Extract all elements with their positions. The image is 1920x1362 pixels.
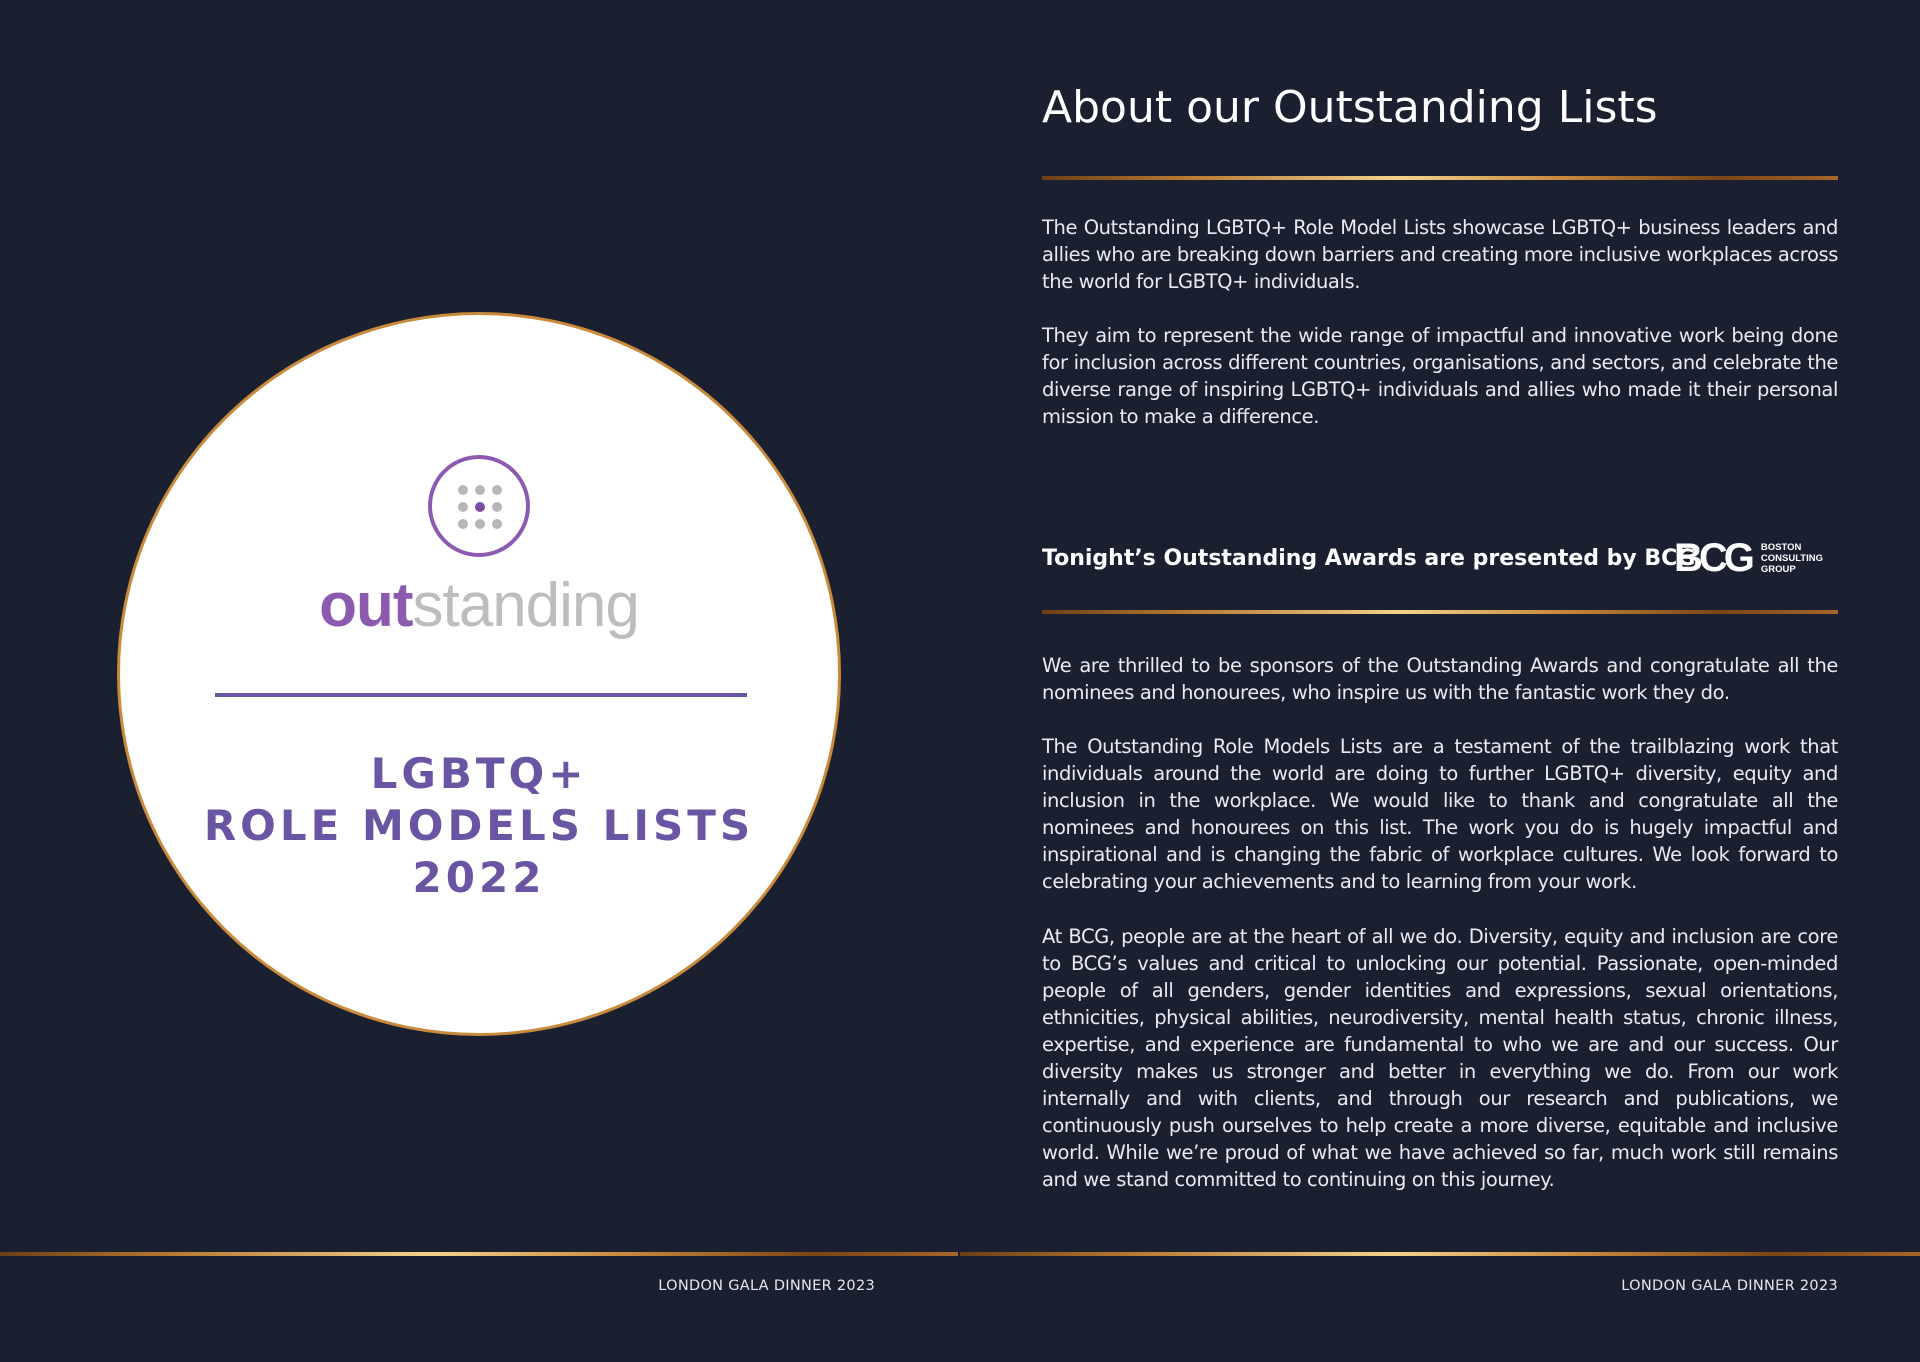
logo-dot — [475, 519, 485, 529]
dots-grid-icon — [458, 485, 502, 529]
logo-dot — [458, 502, 468, 512]
intro-paragraph-2: They aim to represent the wide range of impactful and innovative work being done for inclusion across different countries, organisations, and sectors, and celebrate the diverse range of inspiring LGBTQ+ individuals and allies who made it their personal mission to make a difference. — [1042, 324, 1838, 428]
sponsor-paragraph-2: The Outstanding Role Models Lists are a testament of the trailblazing work that individuals around the world are doing to further LGBTQ+ diversity, equity and inclusion in the workplace. We would like to thank and congratulate all the nominees and honourees on this list. The work you do is hugely impactful and inspirational and is changing the fabric of workplace cultures. We look forward to celebrating your achievements and to learning from your work. — [1042, 735, 1838, 893]
badge-title-line3: 2022 — [412, 853, 546, 902]
bcg-logo-line3: GROUP — [1760, 563, 1796, 575]
bcg-logo-line2: CONSULTING — [1760, 552, 1823, 564]
sponsor-paragraph-3: At BCG, people are at the heart of all we do. Diversity, equity and inclusion are core to BCG’s values and critical to unlocking our potential. Passionate, open-minded people of all genders, gender identities and expressions, sexual orientations, ethnicities, physical abilities, neurodiversity, mental health status, chronic illness, expertise, and experience are fundamental to who we are and our success. Our diversity makes us stronger and better in everything we do. From our work internally and with clients, and through our research and publications, we continuously push ourselves to help create a more diverse, equitable and inclusive world. While we’re proud of what we have achieved so far, much work still remains and we stand committed to continuing on this journey. — [1042, 925, 1838, 1191]
footer-rule-right — [960, 1252, 1920, 1256]
bcg-logo-line1: BOSTON — [1760, 541, 1802, 553]
sponsor-rule — [1042, 610, 1838, 614]
bcg-logo-mark: BCG — [1674, 536, 1751, 580]
logo-dot-center — [475, 502, 485, 512]
outstanding-badge — [120, 315, 838, 1033]
outstanding-logo-icon — [428, 455, 530, 557]
bcg-logo-text — [1761, 542, 1823, 575]
logo-dot — [492, 519, 502, 529]
logo-dot — [492, 485, 502, 495]
outstanding-wordmark — [120, 570, 838, 641]
sponsor-paragraph-1: We are thrilled to be sponsors of the Outstanding Awards and congratulate all the nominees and honourees, who inspire us with the fantastic work they do. — [1042, 654, 1838, 704]
logo-dot — [492, 502, 502, 512]
logo-dot — [475, 485, 485, 495]
wordmark-out: out — [319, 571, 413, 640]
footer-right: LONDON GALA DINNER 2023 — [1621, 1278, 1838, 1294]
badge-divider — [215, 693, 747, 697]
intro-paragraph-1: The Outstanding LGBTQ+ Role Model Lists showcase LGBTQ+ business leaders and allies who are breaking down barriers and creating more inclusive workplaces across the world for LGBTQ+ individuals. — [1042, 216, 1838, 293]
page-heading: About our Outstanding Lists — [1042, 82, 1658, 133]
sponsor-line: Tonight’s Outstanding Awards are presented by BCG — [1042, 546, 1696, 571]
footer-left: LONDON GALA DINNER 2023 — [658, 1278, 875, 1294]
badge-title-line2: ROLE MODELS LISTS — [203, 801, 755, 850]
heading-rule — [1042, 176, 1838, 180]
logo-dot — [458, 519, 468, 529]
logo-dot — [458, 485, 468, 495]
bcg-logo — [1674, 538, 1823, 578]
right-page — [960, 0, 1920, 1362]
wordmark-standing: standing — [412, 571, 639, 640]
footer-rule-left — [0, 1252, 958, 1256]
badge-title — [120, 748, 838, 904]
badge-title-line1: LGBTQ+ — [370, 749, 588, 798]
